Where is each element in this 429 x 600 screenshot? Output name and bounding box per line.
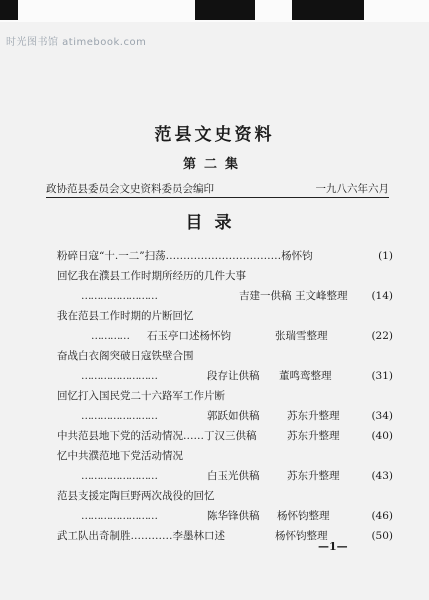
toc-entry-page: (14): [371, 290, 393, 302]
scan-artifact: [195, 0, 255, 20]
toc-entry-credit: [57, 406, 393, 426]
toc-entry-title: 忆中共濮范地下党活动情况: [57, 450, 183, 462]
publisher: 政协范县委员会文史资料委员会编印: [46, 183, 214, 195]
leader-dots: ……: [183, 430, 204, 442]
toc-entry-title: 中共范县地下党的活动情况: [57, 430, 183, 442]
toc-entry-page: (40): [371, 430, 393, 442]
toc-entry-page: (22): [371, 330, 393, 342]
toc-entry[interactable]: [57, 426, 393, 446]
toc-entry-author: 吉建一供稿: [239, 290, 292, 302]
toc-entry-author: 陈华锋供稿: [207, 510, 260, 522]
toc-entry-editor: 杨怀钧整理: [275, 530, 328, 542]
leader-dots: ……………………: [81, 510, 157, 522]
toc-entry-title: 武工队出奇制胜: [57, 530, 131, 542]
divider: [46, 197, 389, 198]
toc-entry[interactable]: [57, 246, 393, 266]
toc-entry-title: 范县支援定陶巨野两次战役的回忆: [57, 490, 215, 502]
scan-artifact: [0, 0, 18, 20]
toc-entry-credit: [57, 506, 393, 526]
toc-entry-editor: 苏东升整理: [287, 470, 340, 482]
toc-entry[interactable]: [57, 346, 393, 366]
toc-entry-page: (50): [371, 530, 393, 542]
toc-entry-credit: [57, 366, 393, 386]
toc-entry[interactable]: [57, 446, 393, 466]
toc-entry[interactable]: [57, 266, 393, 286]
toc-entry-editor: 苏东升整理: [287, 430, 340, 442]
toc-entry-author: 李墨林口述: [172, 530, 225, 542]
toc-entry[interactable]: [57, 306, 393, 326]
page-number: —1—: [318, 540, 348, 553]
toc-entry-credit: [57, 466, 393, 486]
toc-entry-author: 白玉光供稿: [207, 470, 260, 482]
toc-entry-page: (43): [371, 470, 393, 482]
toc-entry-page: (1): [378, 250, 393, 262]
toc-entry-title: 我在范县工作时期的片断回忆: [57, 310, 194, 322]
toc-entry-editor: 董鸣鸾整理: [279, 370, 332, 382]
watermark: 时光图书馆 atimebook.com: [6, 37, 147, 48]
leader-dots: ……………………: [81, 410, 157, 422]
toc-entry-editor: 苏东升整理: [287, 410, 340, 422]
table-of-contents: [57, 246, 393, 546]
toc-entry[interactable]: [57, 386, 393, 406]
publication-date: 一九八六年六月: [315, 183, 389, 195]
toc-entry-author: 杨怀钧: [281, 250, 313, 262]
toc-entry-author: 郭跃如供稿: [207, 410, 260, 422]
leader-dots: ……………………: [81, 370, 157, 382]
scan-top-border: [0, 0, 429, 22]
leader-dots: ……………………………: [165, 250, 282, 262]
leader-dots: …………: [91, 330, 129, 342]
toc-entry[interactable]: [57, 486, 393, 506]
toc-entry-editor: 杨怀钧整理: [277, 510, 330, 522]
toc-entry-author: 丁汉三供稿: [204, 430, 257, 442]
toc-entry-page: (34): [371, 410, 393, 422]
toc-entry-credit: [57, 286, 393, 306]
leader-dots: ……………………: [81, 290, 157, 302]
toc-heading: 目录: [185, 213, 244, 233]
scan-artifact: [292, 0, 364, 20]
toc-entry-title: 奋战白衣阁突破日寇铁壁合围: [57, 350, 194, 362]
toc-entry-author: 段存让供稿: [207, 370, 260, 382]
book-title: 范县文史资料: [154, 125, 275, 145]
toc-entry-page: (46): [371, 510, 393, 522]
toc-entry-page: (31): [371, 370, 393, 382]
toc-entry-title: 粉碎日寇“十.一二”扫荡: [57, 250, 166, 262]
toc-entry-credit: [57, 326, 393, 346]
toc-entry-editor: 王文峰整理: [295, 290, 348, 302]
toc-entry-title: 回忆我在濮县工作时期所经历的几件大事: [57, 270, 246, 282]
volume-label: 第二集: [182, 157, 246, 172]
leader-dots: …………: [130, 530, 173, 542]
toc-entry-author: 石玉亭口述杨怀钧: [147, 330, 231, 342]
toc-entry-title: 回忆打入国民党二十六路军工作片断: [57, 390, 225, 402]
leader-dots: ……………………: [81, 470, 157, 482]
toc-entry-editor: 张瑞雪整理: [275, 330, 328, 342]
